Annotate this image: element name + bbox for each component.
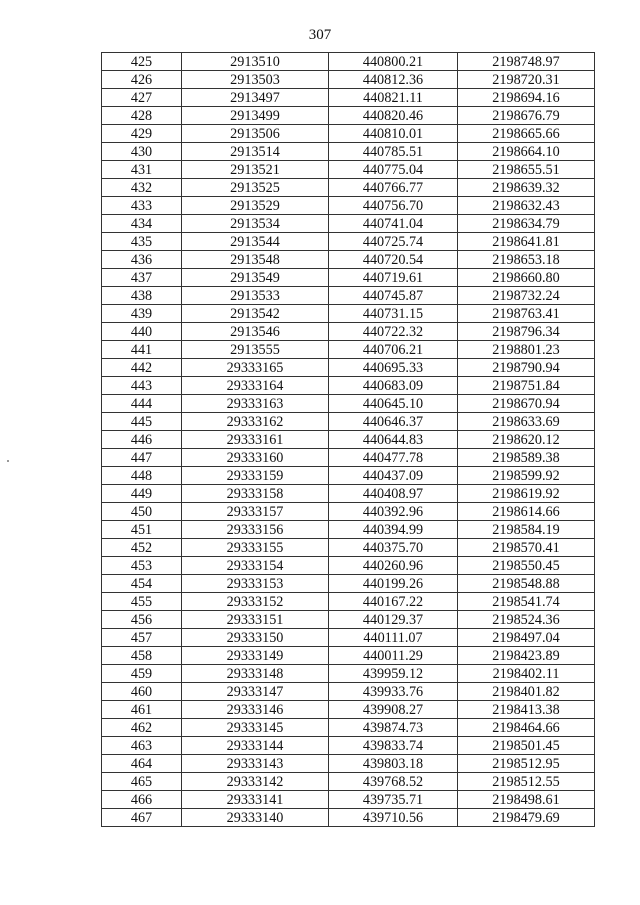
point-id-cell: 29333146 <box>182 701 329 719</box>
point-number-cell: 444 <box>102 395 182 413</box>
x-coordinate-cell: 440719.61 <box>329 269 458 287</box>
point-number-cell: 460 <box>102 683 182 701</box>
point-id-cell: 29333150 <box>182 629 329 647</box>
x-coordinate-cell: 440775.04 <box>329 161 458 179</box>
point-number-cell: 452 <box>102 539 182 557</box>
y-coordinate-cell: 2198541.74 <box>458 593 595 611</box>
point-id-cell: 29333153 <box>182 575 329 593</box>
point-id-cell: 2913529 <box>182 197 329 215</box>
table-row <box>102 269 595 287</box>
point-number-cell: 433 <box>102 197 182 215</box>
point-id-cell: 2913555 <box>182 341 329 359</box>
point-number-cell: 463 <box>102 737 182 755</box>
point-number-cell: 461 <box>102 701 182 719</box>
y-coordinate-cell: 2198790.94 <box>458 359 595 377</box>
y-coordinate-cell: 2198464.66 <box>458 719 595 737</box>
point-id-cell: 29333162 <box>182 413 329 431</box>
y-coordinate-cell: 2198550.45 <box>458 557 595 575</box>
x-coordinate-cell: 440756.70 <box>329 197 458 215</box>
y-coordinate-cell: 2198665.66 <box>458 125 595 143</box>
x-coordinate-cell: 440731.15 <box>329 305 458 323</box>
point-id-cell: 2913497 <box>182 89 329 107</box>
x-coordinate-cell: 439874.73 <box>329 719 458 737</box>
point-id-cell: 29333155 <box>182 539 329 557</box>
x-coordinate-cell: 439908.27 <box>329 701 458 719</box>
point-number-cell: 443 <box>102 377 182 395</box>
table-row <box>102 647 595 665</box>
y-coordinate-cell: 2198402.11 <box>458 665 595 683</box>
x-coordinate-cell: 440695.33 <box>329 359 458 377</box>
point-number-cell: 426 <box>102 71 182 89</box>
x-coordinate-cell: 440392.96 <box>329 503 458 521</box>
table-row <box>102 377 595 395</box>
point-number-cell: 447 <box>102 449 182 467</box>
point-number-cell: 459 <box>102 665 182 683</box>
y-coordinate-cell: 2198479.69 <box>458 809 595 827</box>
point-number-cell: 451 <box>102 521 182 539</box>
y-coordinate-cell: 2198676.79 <box>458 107 595 125</box>
point-id-cell: 2913549 <box>182 269 329 287</box>
y-coordinate-cell: 2198599.92 <box>458 467 595 485</box>
point-number-cell: 466 <box>102 791 182 809</box>
point-number-cell: 439 <box>102 305 182 323</box>
scan-speck <box>7 460 9 462</box>
point-number-cell: 438 <box>102 287 182 305</box>
y-coordinate-cell: 2198584.19 <box>458 521 595 539</box>
table-row <box>102 809 595 827</box>
table-row <box>102 665 595 683</box>
table-row <box>102 251 595 269</box>
point-id-cell: 2913534 <box>182 215 329 233</box>
point-id-cell: 29333164 <box>182 377 329 395</box>
x-coordinate-cell: 440800.21 <box>329 53 458 71</box>
x-coordinate-cell: 439833.74 <box>329 737 458 755</box>
point-id-cell: 29333149 <box>182 647 329 665</box>
y-coordinate-cell: 2198423.89 <box>458 647 595 665</box>
point-number-cell: 457 <box>102 629 182 647</box>
y-coordinate-cell: 2198548.88 <box>458 575 595 593</box>
y-coordinate-cell: 2198639.32 <box>458 179 595 197</box>
y-coordinate-cell: 2198501.45 <box>458 737 595 755</box>
point-id-cell: 29333152 <box>182 593 329 611</box>
table-row <box>102 413 595 431</box>
table-row <box>102 197 595 215</box>
y-coordinate-cell: 2198589.38 <box>458 449 595 467</box>
table-row <box>102 773 595 791</box>
table-row <box>102 215 595 233</box>
y-coordinate-cell: 2198653.18 <box>458 251 595 269</box>
y-coordinate-cell: 2198720.31 <box>458 71 595 89</box>
table-row <box>102 125 595 143</box>
x-coordinate-cell: 440645.10 <box>329 395 458 413</box>
point-id-cell: 29333142 <box>182 773 329 791</box>
table-row <box>102 305 595 323</box>
point-number-cell: 465 <box>102 773 182 791</box>
y-coordinate-cell: 2198801.23 <box>458 341 595 359</box>
table-row <box>102 179 595 197</box>
x-coordinate-cell: 439933.76 <box>329 683 458 701</box>
x-coordinate-cell: 440720.54 <box>329 251 458 269</box>
table-row <box>102 701 595 719</box>
table-row <box>102 359 595 377</box>
table-row <box>102 89 595 107</box>
table-row <box>102 323 595 341</box>
point-number-cell: 446 <box>102 431 182 449</box>
table-row <box>102 449 595 467</box>
table-row <box>102 683 595 701</box>
point-id-cell: 2913544 <box>182 233 329 251</box>
point-number-cell: 427 <box>102 89 182 107</box>
x-coordinate-cell: 440812.36 <box>329 71 458 89</box>
table-row <box>102 611 595 629</box>
point-id-cell: 2913525 <box>182 179 329 197</box>
y-coordinate-cell: 2198664.10 <box>458 143 595 161</box>
table-row <box>102 485 595 503</box>
y-coordinate-cell: 2198732.24 <box>458 287 595 305</box>
y-coordinate-cell: 2198497.04 <box>458 629 595 647</box>
point-number-cell: 432 <box>102 179 182 197</box>
y-coordinate-cell: 2198401.82 <box>458 683 595 701</box>
x-coordinate-cell: 440722.32 <box>329 323 458 341</box>
x-coordinate-cell: 439710.56 <box>329 809 458 827</box>
x-coordinate-cell: 440745.87 <box>329 287 458 305</box>
y-coordinate-cell: 2198614.66 <box>458 503 595 521</box>
x-coordinate-cell: 440821.11 <box>329 89 458 107</box>
table-row <box>102 71 595 89</box>
point-number-cell: 437 <box>102 269 182 287</box>
x-coordinate-cell: 440111.07 <box>329 629 458 647</box>
x-coordinate-cell: 439959.12 <box>329 665 458 683</box>
point-id-cell: 2913546 <box>182 323 329 341</box>
y-coordinate-cell: 2198619.92 <box>458 485 595 503</box>
table-row <box>102 431 595 449</box>
y-coordinate-cell: 2198660.80 <box>458 269 595 287</box>
table-row <box>102 161 595 179</box>
x-coordinate-cell: 440644.83 <box>329 431 458 449</box>
point-number-cell: 440 <box>102 323 182 341</box>
y-coordinate-cell: 2198512.55 <box>458 773 595 791</box>
point-number-cell: 454 <box>102 575 182 593</box>
y-coordinate-cell: 2198620.12 <box>458 431 595 449</box>
y-coordinate-cell: 2198632.43 <box>458 197 595 215</box>
point-id-cell: 29333156 <box>182 521 329 539</box>
table-row <box>102 503 595 521</box>
point-id-cell: 29333145 <box>182 719 329 737</box>
point-id-cell: 2913503 <box>182 71 329 89</box>
point-number-cell: 449 <box>102 485 182 503</box>
coordinates-table-body <box>102 53 595 827</box>
table-row <box>102 593 595 611</box>
table-row <box>102 539 595 557</box>
x-coordinate-cell: 440011.29 <box>329 647 458 665</box>
point-number-cell: 458 <box>102 647 182 665</box>
y-coordinate-cell: 2198498.61 <box>458 791 595 809</box>
x-coordinate-cell: 440408.97 <box>329 485 458 503</box>
y-coordinate-cell: 2198763.41 <box>458 305 595 323</box>
point-id-cell: 29333143 <box>182 755 329 773</box>
table-row <box>102 107 595 125</box>
table-row <box>102 233 595 251</box>
x-coordinate-cell: 439768.52 <box>329 773 458 791</box>
x-coordinate-cell: 439735.71 <box>329 791 458 809</box>
table-row <box>102 341 595 359</box>
point-id-cell: 29333141 <box>182 791 329 809</box>
table-row <box>102 719 595 737</box>
table-row <box>102 521 595 539</box>
x-coordinate-cell: 440741.04 <box>329 215 458 233</box>
point-id-cell: 2913533 <box>182 287 329 305</box>
y-coordinate-cell: 2198413.38 <box>458 701 595 719</box>
point-number-cell: 430 <box>102 143 182 161</box>
y-coordinate-cell: 2198748.97 <box>458 53 595 71</box>
point-id-cell: 29333140 <box>182 809 329 827</box>
x-coordinate-cell: 440785.51 <box>329 143 458 161</box>
point-id-cell: 2913521 <box>182 161 329 179</box>
x-coordinate-cell: 440706.21 <box>329 341 458 359</box>
point-number-cell: 456 <box>102 611 182 629</box>
y-coordinate-cell: 2198524.36 <box>458 611 595 629</box>
y-coordinate-cell: 2198694.16 <box>458 89 595 107</box>
point-id-cell: 29333161 <box>182 431 329 449</box>
point-id-cell: 2913506 <box>182 125 329 143</box>
y-coordinate-cell: 2198512.95 <box>458 755 595 773</box>
y-coordinate-cell: 2198796.34 <box>458 323 595 341</box>
point-number-cell: 467 <box>102 809 182 827</box>
point-number-cell: 431 <box>102 161 182 179</box>
table-row <box>102 755 595 773</box>
x-coordinate-cell: 440725.74 <box>329 233 458 251</box>
x-coordinate-cell: 440477.78 <box>329 449 458 467</box>
point-id-cell: 2913499 <box>182 107 329 125</box>
point-number-cell: 455 <box>102 593 182 611</box>
x-coordinate-cell: 440766.77 <box>329 179 458 197</box>
point-id-cell: 29333144 <box>182 737 329 755</box>
point-number-cell: 428 <box>102 107 182 125</box>
x-coordinate-cell: 440167.22 <box>329 593 458 611</box>
table-row <box>102 395 595 413</box>
point-number-cell: 436 <box>102 251 182 269</box>
x-coordinate-cell: 440820.46 <box>329 107 458 125</box>
point-number-cell: 434 <box>102 215 182 233</box>
x-coordinate-cell: 440394.99 <box>329 521 458 539</box>
point-number-cell: 435 <box>102 233 182 251</box>
point-id-cell: 2913548 <box>182 251 329 269</box>
point-id-cell: 29333154 <box>182 557 329 575</box>
point-id-cell: 29333159 <box>182 467 329 485</box>
y-coordinate-cell: 2198570.41 <box>458 539 595 557</box>
point-number-cell: 450 <box>102 503 182 521</box>
x-coordinate-cell: 440810.01 <box>329 125 458 143</box>
y-coordinate-cell: 2198655.51 <box>458 161 595 179</box>
point-id-cell: 29333160 <box>182 449 329 467</box>
table-row <box>102 575 595 593</box>
y-coordinate-cell: 2198633.69 <box>458 413 595 431</box>
point-id-cell: 2913542 <box>182 305 329 323</box>
table-row <box>102 287 595 305</box>
point-number-cell: 442 <box>102 359 182 377</box>
table-row <box>102 557 595 575</box>
table-row <box>102 629 595 647</box>
point-number-cell: 445 <box>102 413 182 431</box>
point-id-cell: 29333148 <box>182 665 329 683</box>
point-number-cell: 441 <box>102 341 182 359</box>
x-coordinate-cell: 440646.37 <box>329 413 458 431</box>
page-number: 307 <box>308 27 332 43</box>
y-coordinate-cell: 2198641.81 <box>458 233 595 251</box>
x-coordinate-cell: 440683.09 <box>329 377 458 395</box>
x-coordinate-cell: 440437.09 <box>329 467 458 485</box>
point-number-cell: 462 <box>102 719 182 737</box>
point-number-cell: 453 <box>102 557 182 575</box>
point-number-cell: 448 <box>102 467 182 485</box>
x-coordinate-cell: 440375.70 <box>329 539 458 557</box>
point-number-cell: 425 <box>102 53 182 71</box>
table-row <box>102 53 595 71</box>
point-id-cell: 29333158 <box>182 485 329 503</box>
point-id-cell: 29333151 <box>182 611 329 629</box>
y-coordinate-cell: 2198751.84 <box>458 377 595 395</box>
point-number-cell: 464 <box>102 755 182 773</box>
y-coordinate-cell: 2198634.79 <box>458 215 595 233</box>
table-row <box>102 791 595 809</box>
x-coordinate-cell: 440129.37 <box>329 611 458 629</box>
point-id-cell: 2913510 <box>182 53 329 71</box>
x-coordinate-cell: 440199.26 <box>329 575 458 593</box>
point-number-cell: 429 <box>102 125 182 143</box>
table-row <box>102 467 595 485</box>
table-row <box>102 143 595 161</box>
y-coordinate-cell: 2198670.94 <box>458 395 595 413</box>
x-coordinate-cell: 439803.18 <box>329 755 458 773</box>
table-row <box>102 737 595 755</box>
point-id-cell: 29333163 <box>182 395 329 413</box>
point-id-cell: 29333147 <box>182 683 329 701</box>
point-id-cell: 29333165 <box>182 359 329 377</box>
point-id-cell: 29333157 <box>182 503 329 521</box>
coordinates-table <box>101 52 595 827</box>
x-coordinate-cell: 440260.96 <box>329 557 458 575</box>
point-id-cell: 2913514 <box>182 143 329 161</box>
